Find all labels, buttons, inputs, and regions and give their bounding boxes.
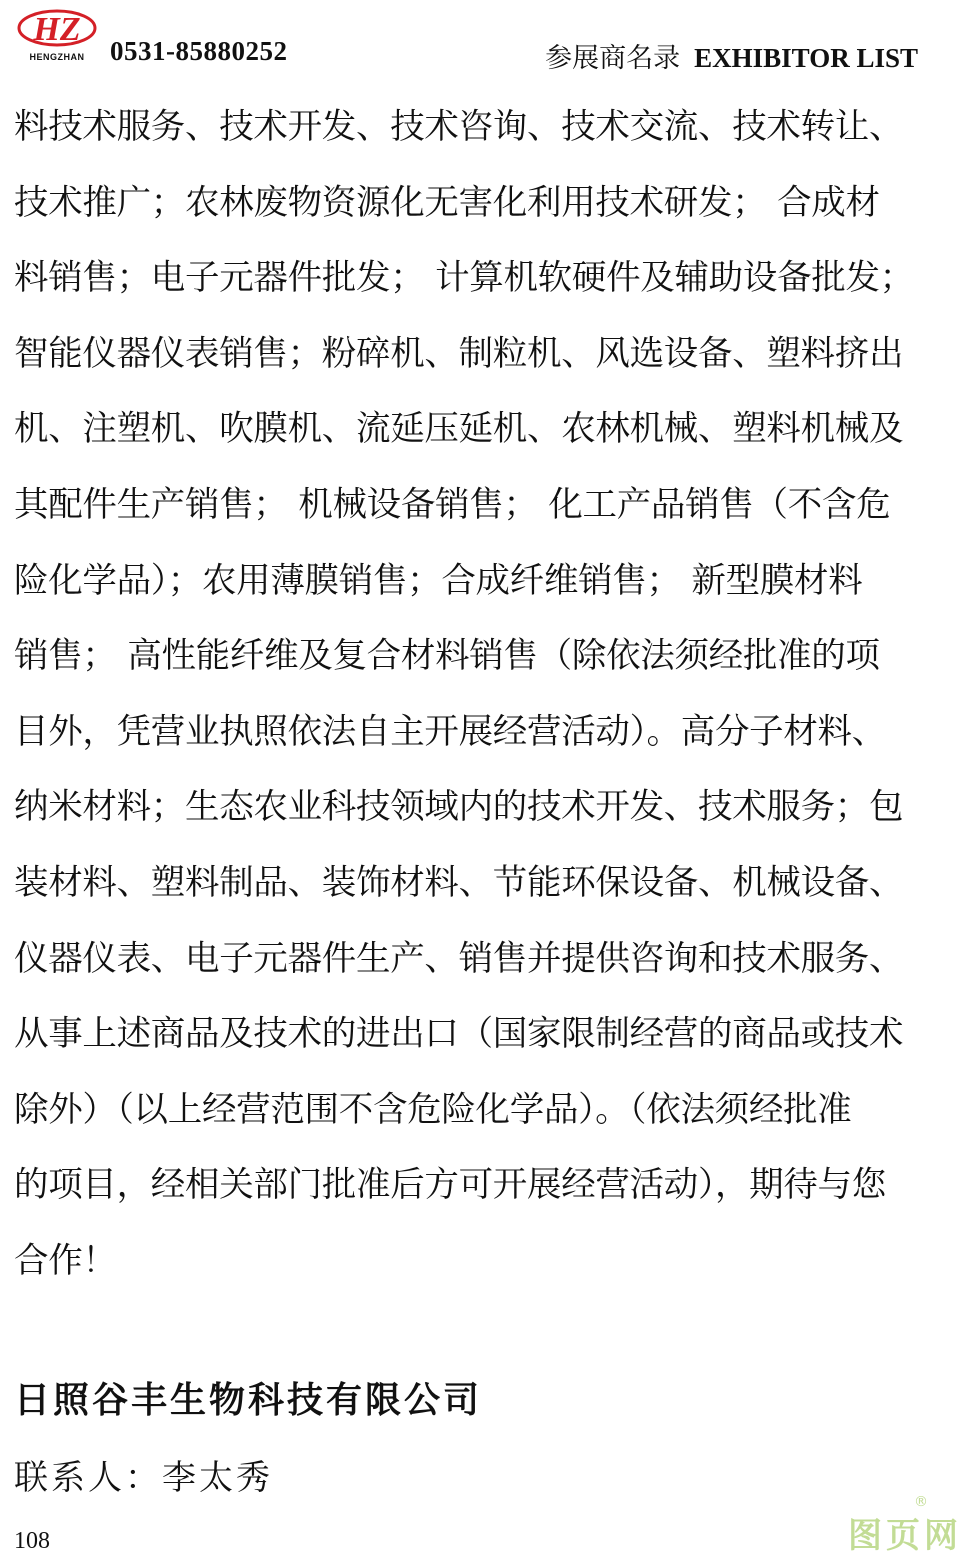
svg-text:HZ: HZ [33, 11, 81, 48]
body-line: 料技术服务、技术开发、技术咨询、技术交流、技术转让、 [14, 107, 904, 147]
page-header [0, 0, 980, 80]
body-line: 机、注塑机、吹膜机、流延压延机、农林机械、塑料机械及 [14, 409, 904, 450]
body-line: 的项目，经相关部门批准后方可开展经营活动），期待与您 [14, 1165, 886, 1206]
svg-text:HENGZHAN: HENGZHAN [29, 52, 85, 62]
body-line: 合作！ [14, 1240, 117, 1281]
company-name: 日照谷丰生物科技有限公司 [14, 1380, 483, 1421]
body-line: 销售； 高性能纤维及复合材料销售（除依法须经批准的项 [14, 636, 880, 677]
contact-person: 联系人：李太秀 [14, 1458, 273, 1498]
body-line: 仪器仪表、电子元器件生产、销售并提供咨询和技术服务、 [14, 938, 904, 979]
body-line: 险化学品）；农用薄膜销售；合成纤维销售； 新型膜材料 [14, 560, 863, 601]
watermark-text: 图页网 [848, 1516, 962, 1556]
body-line: 其配件生产销售； 机械设备销售； 化工产品销售（不含危 [14, 484, 891, 525]
page-number: 108 [14, 1528, 50, 1554]
header-title-cn: 参展商名录 [545, 43, 681, 74]
body-line: 技术推广；农林废物资源化无害化利用技术研发； 合成材 [14, 182, 880, 223]
body-line: 从事上述商品及技术的进出口（国家限制经营的商品或技术 [14, 1014, 904, 1055]
body-line: 装材料、塑料制品、装饰材料、节能环保设备、机械设备、 [14, 862, 904, 903]
body-line: 目外，凭营业执照依法自主开展经营活动）。高分子材料、 [14, 711, 886, 752]
watermark-logo [848, 1494, 962, 1557]
body-line: 纳米材料；生态农业科技领域内的技术开发、技术服务；包 [14, 787, 904, 828]
body-text [14, 90, 960, 1300]
body-line: 智能仪器仪表销售；粉碎机、制粒机、风选设备、塑料挤出 [14, 333, 904, 374]
hengzhan-logo [16, 4, 98, 64]
body-line: 料销售；电子元器件批发； 计算机软硬件及辅助设备批发； [14, 258, 914, 299]
registered-mark: ® [914, 1494, 928, 1510]
header-title-en: EXHIBITOR LIST [694, 43, 918, 73]
body-line: 除外）（以上经营范围不含危险化学品）。（依法须经批准 [14, 1089, 852, 1130]
header-phone: 0531-85880252 [110, 36, 288, 66]
header-title [545, 36, 918, 75]
